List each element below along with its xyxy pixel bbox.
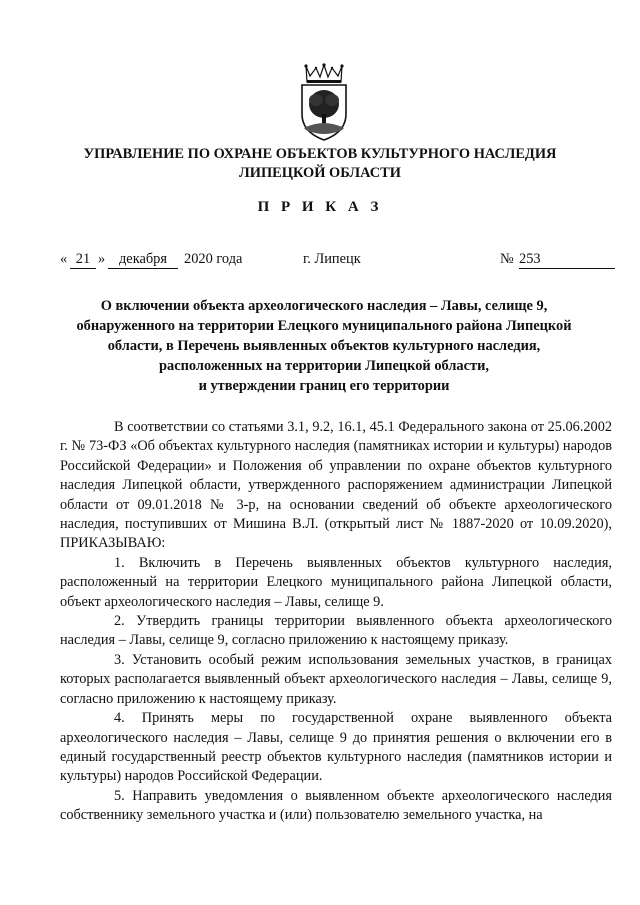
order-item-1: 1. Включить в Перечень выявленных объектов культурного наследия, расположенный на территории Елецкого муниципального района Липецкой области, объект археологического наследия – Лавы, селище 9.: [60, 554, 612, 610]
coat-of-arms-icon: [296, 62, 352, 142]
date-close-quote: »: [98, 251, 106, 267]
place-of-issue: г. Липецк: [303, 251, 361, 267]
issuing-authority: [40, 145, 600, 183]
date-day: 21: [70, 251, 96, 269]
subject-line-2: обнаруженного на территории Елецкого муниципального района Липецкой: [76, 318, 572, 334]
order-item-3: 3. Установить особый режим использования земельных участков, в границах которых располагается выявленный объект археологического наследия – Лавы, селище 9, согласно приложению к настоящему приказу.: [60, 651, 612, 707]
order-body: [60, 418, 612, 826]
order-item-4: 4. Принять меры по государственной охране выявленного объекта археологического наследия – Лавы, селище 9 до принятия решения о включении его в единый государственный реестр объектов культурного наследия (памятников истории и культуры) народов Российской Федерации.: [60, 710, 612, 785]
order-item-2: 2. Утвердить границы территории выявленного объекта археологического наследия – Лавы, селище 9, согласно приложению к настоящему приказу.: [60, 613, 612, 649]
order-item-5: 5. Направить уведомления о выявленном объекте археологического наследия собственнику земельного участка и (или) пользователю земельного участка, на: [60, 787, 612, 824]
subject-line-5: и утверждении границ его территории: [198, 378, 450, 394]
date-year: 2020 года: [184, 251, 243, 267]
date-open-quote: «: [60, 251, 68, 267]
org-line-1: УПРАВЛЕНИЕ ПО ОХРАНЕ ОБЪЕКТОВ КУЛЬТУРНОГО НАСЛЕДИЯ: [83, 146, 557, 162]
document-type-title: П Р И К А З: [257, 199, 383, 215]
document-number: 253: [519, 251, 615, 269]
date-month: декабря: [108, 251, 178, 269]
subject-line-3: области, в Перечень выявленных объектов культурного наследия,: [107, 338, 541, 354]
org-line-2: ЛИПЕЦКОЙ ОБЛАСТИ: [239, 165, 401, 181]
preamble-paragraph: В соответствии со статьями 3.1, 9.2, 16.1, 45.1 Федерального закона от 25.06.2002 г. № 73-ФЗ «Об объектах культурного наследия (памятниках истории и культуры) народов Российской Федерации» и Положения об управлении по охране объектов культурного наследия Липецкой области, утвержденного распоряжением администрации Липецкой области от 09.01.2018 № 3-р, на основании сведений об объекте археологического наследия, поступивших от Мишина В.Л. (открытый лист № 1887-2020 от 10.09.2020), ПРИКАЗЫВАЮ:: [60, 419, 612, 552]
number-sign: №: [500, 251, 514, 267]
subject-line-4: расположенных на территории Липецкой области,: [159, 358, 489, 374]
order-subject-heading: [60, 296, 588, 396]
date-number-line: [0, 251, 640, 273]
subject-line-1: О включении объекта археологического наследия – Лавы, селище 9,: [100, 298, 548, 314]
